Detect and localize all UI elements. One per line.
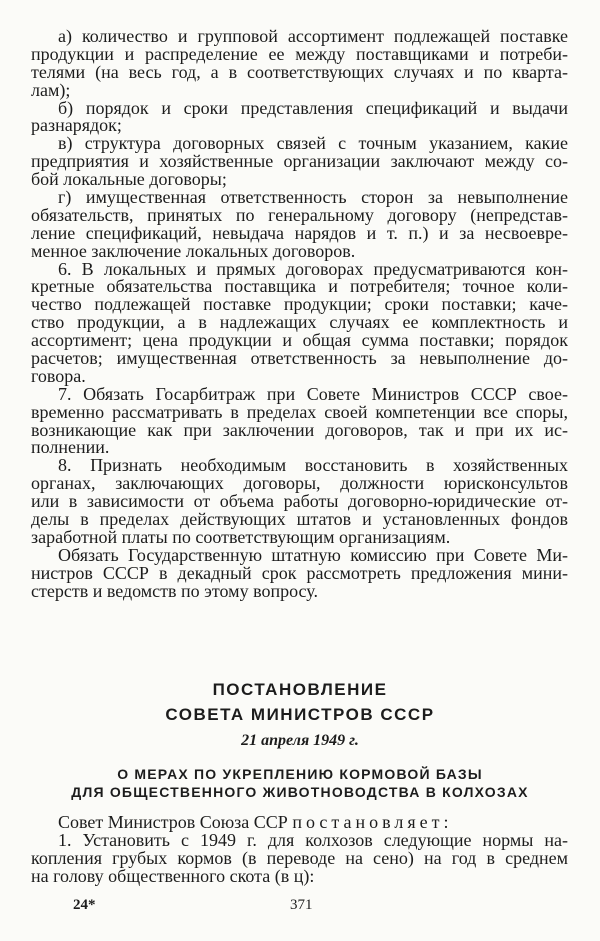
decree-heading-line1: О МЕРАХ ПО УКРЕПЛЕНИЮ КОРМОВОЙ БАЗЫ (117, 766, 483, 782)
text-line: менное заключение локальных договоров. (31, 240, 356, 261)
paragraph (31, 258, 568, 386)
text-line: временно рассматривать в пределах своей компетенции все споры, (31, 401, 568, 422)
text-line: кретные обязательства поставщика и потребителя; точное коли- (31, 276, 568, 297)
text-line: органах, заключающих договоры, должности юрисконсультов (31, 473, 568, 494)
text-line: б) порядок и сроки представления спецификаций и выдачи (58, 97, 568, 118)
text-line: 7. Обязать Госарбитраж при Совете Министров СССР свое- (58, 383, 568, 404)
text-line: предприятия и хозяйственные организации заключают между со- (31, 151, 568, 172)
text-line: г) имущественная ответственность сторон за невыполнение (58, 187, 568, 208)
decree-item-line: копления грубых кормов (в переводе на сено) на год в среднем (31, 847, 568, 868)
paragraph (31, 189, 568, 261)
text-line: чество подлежащей поставке продукции; сроки поставки; каче- (31, 294, 568, 315)
text-line: Обязать Государственную штатную комиссию при Совете Ми- (58, 544, 568, 565)
decree-title-line1: ПОСТАНОВЛЕНИЕ (212, 680, 388, 699)
text-line: стерств и ведомств по этому вопросу. (31, 580, 318, 601)
signature-mark: 24* (73, 897, 96, 913)
text-line: бой локальные договоры; (31, 169, 227, 190)
decree-body (31, 814, 568, 886)
body-text (31, 28, 568, 601)
decree-item-line: на голову общественного скота (в ц): (31, 865, 315, 886)
text-line: 8. Признать необходимым восстановить в хозяйственных (58, 455, 568, 476)
paragraph (31, 544, 568, 601)
text-line: ление спецификаций, невыдача нарядов и т. п.) и за несвоевре- (31, 222, 568, 243)
paragraph (31, 135, 568, 189)
decree-heading-line2: ДЛЯ ОБЩЕСТВЕННОГО ЖИВОТНОВОДСТВА В КОЛХОЗАХ (71, 784, 529, 800)
text-line: 6. В локальных и прямых договорах предусматриваются кон- (58, 258, 568, 279)
paragraph (31, 457, 568, 546)
text-line: в) структура договорных связей с точным указанием, какие (58, 133, 568, 154)
page-number: 371 (290, 897, 313, 913)
text-line: говора. (31, 365, 86, 386)
text-line: делы в пределах действующих штатов и установленных фондов (31, 509, 568, 530)
text-line: полнении. (31, 437, 110, 458)
text-line: расчетов; имущественная ответственность за невыполнение до- (31, 348, 568, 369)
text-line: ассортимент; цена продукции и общая сумма поставки; порядок (31, 330, 568, 351)
decree-item-line: 1. Установить с 1949 г. для колхозов следующие нормы на- (58, 829, 568, 850)
text-line: заработной платы по соответствующим организациям. (31, 526, 451, 547)
text-line: обязательств, принятых по генеральному договору (непредстав- (31, 204, 568, 225)
preamble-text: Совет Министров Союза ССР (58, 812, 288, 832)
paragraph (31, 383, 568, 458)
text-line: продукции и распределение ее между поставщиками и потреби- (31, 43, 568, 64)
text-line: или в зависимости от объема работы договорно-юридические от- (31, 491, 568, 512)
decree-title-line2: СОВЕТА МИНИСТРОВ СССР (165, 705, 435, 724)
text-line: лам); (31, 79, 71, 100)
text-line: телями (на весь год, а в соответствующих случаях и по кварта- (31, 61, 568, 82)
preamble-resolves: постановляет: (292, 812, 453, 832)
paragraph (31, 97, 568, 136)
text-line: нистров СССР в декадный срок рассмотреть предложения мини- (31, 562, 568, 583)
text-line: разнарядок; (31, 115, 122, 136)
text-line: а) количество и групповой ассортимент подлежащей поставке (58, 26, 568, 46)
paragraph (31, 28, 568, 100)
decree-date: 21 апреля 1949 г. (241, 732, 359, 749)
text-line: возникающие как при заключении договоров, так и при их ис- (31, 419, 568, 440)
text-line: ство продукции, а в надлежащих случаях ее комплектность и (31, 312, 568, 333)
